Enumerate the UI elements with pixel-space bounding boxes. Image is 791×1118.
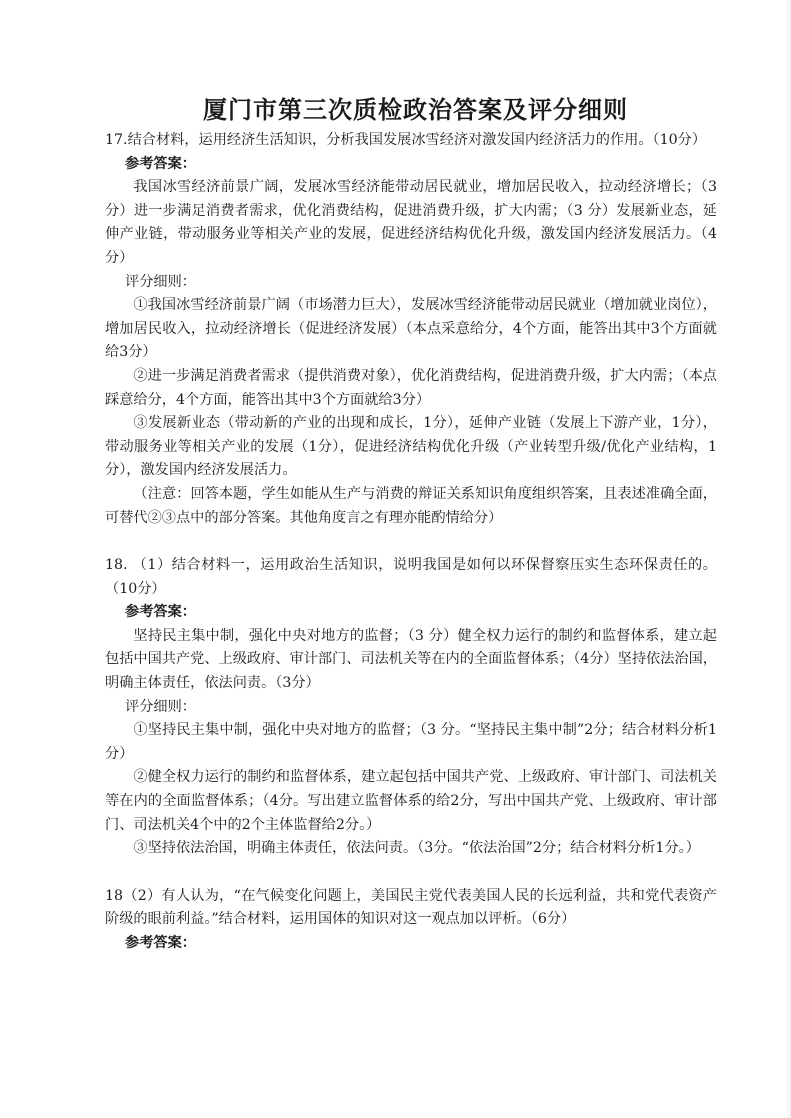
q18-1-rule-3: ③坚持依法治国，明确主体责任，依法问责。（3分。“依法治国”2分；结合材料分析1分。） [133, 840, 700, 857]
question-18-1: 18. （1）结合材料一，运用政治生活知识，说明我国是如何以环保督察压实生态环保责任的。（10分） [105, 557, 717, 597]
q18-1-reference-answer: 坚持民主集中制，强化中央对地方的监督；（3 分）健全权力运行的制约和监督体系，建立起包括中国共产党、上级政府、审计部门、司法机关等在内的全面监督体系；（4分）坚持依法治国，明确主体责任，依法问责。（3分） [105, 627, 717, 692]
question-17: 17.结合材料，运用经济生活知识，分析我国发展冰雪经济对激发国内经济活力的作用。（10分） [105, 132, 707, 148]
q17-reference-label: 参考答案： [125, 155, 196, 172]
q18-2-reference-label: 参考答案： [125, 935, 196, 951]
page-title: 厦门市第三次质检政治答案及评分细则 [203, 95, 628, 124]
q18-1-rules-label: 评分细则： [125, 698, 196, 715]
q17-reference-answer: 我国冰雪经济前景广阔，发展冰雪经济能带动居民就业，增加居民收入，拉动经济增长；（3 分）进一步满足消费者需求，优化消费结构，促进消费升级，扩大内需；（3 分）发展新业态，延伸产业链，带动服务业等相关产业的发展，促进经济结构优化升级，激发国内经济发展活力。（4分） [105, 179, 717, 266]
document-body [105, 129, 717, 956]
scan-edge [785, 0, 791, 1118]
q17-rule-2: ②进一步满足消费者需求（提供消费对象），优化消费结构，促进消费升级，扩大内需；（本点踩意给分，4个方面，能答出其中3个方面就给3分） [105, 367, 717, 408]
question-18-2: 18（2）有人认为，“在气候变化问题上，美国民主党代表美国人民的长远利益，共和党代表资产阶级的眼前利益。”结合材料，运用国体的知识对这一观点加以评析。（6分） [105, 887, 717, 928]
q17-rule-3: ③发展新业态（带动新的产业的出现和成长，1分），延伸产业链（发展上下游产业，1分），带动服务业等相关产业的发展（1分），促进经济结构优化升级（产业转型升级/优化产业结构，1分），激发国内经济发展活力。 [105, 415, 717, 479]
q18-1-rule-1: ①坚持民主集中制，强化中央对地方的监督；（3 分。“坚持民主集中制”2分；结合材料分析1分） [105, 722, 717, 762]
q17-note: （注意：回答本题，学生如能从生产与消费的辩证关系知识角度组织答案，且表述准确全面，可替代②③点中的部分答案。其他角度言之有理亦能酌情给分） [105, 485, 717, 526]
q17-rule-1: ①我国冰雪经济前景广阔（市场潜力巨大），发展冰雪经济能带动居民就业（增加就业岗位），增加居民收入，拉动经济增长（促进经济发展）（本点采意给分，4个方面，能答出其中3个方面就给3分） [105, 297, 717, 361]
q18-1-reference-label: 参考答案： [125, 604, 196, 621]
q17-rules-label: 评分细则： [125, 273, 196, 290]
q18-1-rule-2: ②健全权力运行的制约和监督体系，建立起包括中国共产党、上级政府、审计部门、司法机关等在内的全面监督体系；（4分。写出建立监督体系的给2分，写出中国共产党、上级政府、审计部门、司法机关4个中的2个主体监督给2分。） [105, 769, 717, 833]
